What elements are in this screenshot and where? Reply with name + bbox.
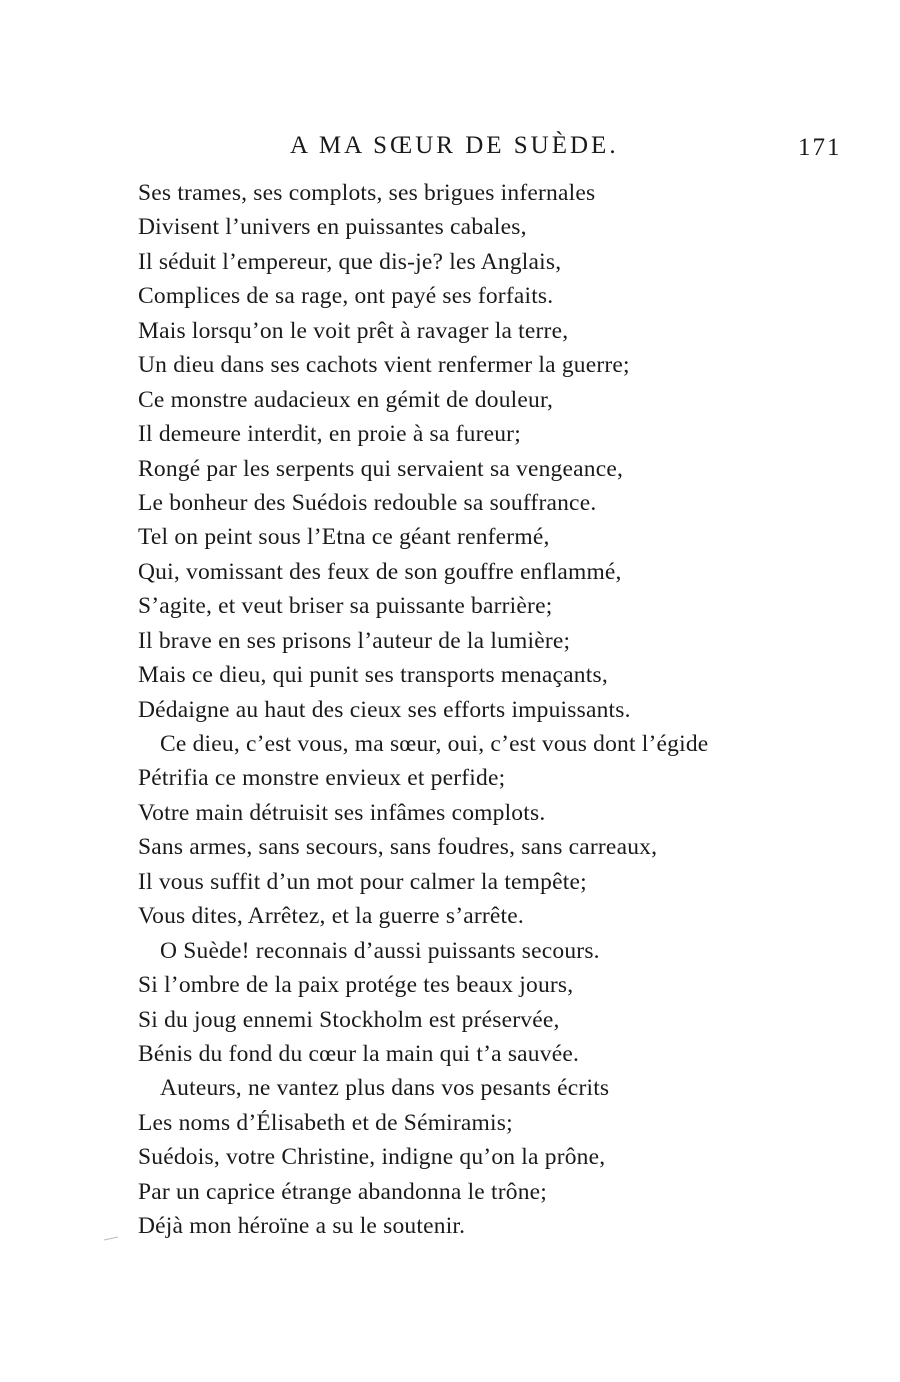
verse-line: Sans armes, sans secours, sans foudres, sans carreaux, xyxy=(138,834,658,861)
verse-line: O Suède! reconnais d’aussi puissants secours. xyxy=(160,937,600,964)
running-title: A MA SŒUR DE SUÈDE. xyxy=(290,132,619,159)
verse-line: Si l’ombre de la paix protége tes beaux jours, xyxy=(138,972,574,999)
verse-line: Si du joug ennemi Stockholm est préservée, xyxy=(138,1006,560,1033)
verse-line: Déjà mon héroïne a su le soutenir. xyxy=(138,1213,466,1240)
verse-line: Mais ce dieu, qui punit ses transports menaçants, xyxy=(138,662,608,689)
verse-line: Les noms d’Élisabeth et de Sémiramis; xyxy=(138,1109,513,1136)
page-number: 171 xyxy=(798,134,842,161)
margin-mark xyxy=(104,1237,118,1241)
verse-line: Divisent l’univers en puissantes cabales, xyxy=(138,214,527,241)
verse-line: Qui, vomissant des feux de son gouffre enflammé, xyxy=(138,558,622,585)
poem-text xyxy=(138,176,858,1244)
verse-line: Un dieu dans ses cachots vient renfermer la guerre; xyxy=(138,352,630,379)
verse-line: S’agite, et veut briser sa puissante barrière; xyxy=(138,593,553,620)
verse-line: Ce dieu, c’est vous, ma sœur, oui, c’est vous dont l’égide xyxy=(160,731,709,757)
verse-line: Vous dites, Arrêtez, et la guerre s’arrête. xyxy=(138,903,524,930)
verse-line: Ses trames, ses complots, ses brigues infernales xyxy=(138,180,596,206)
verse-line: Ce monstre audacieux en gémit de douleur, xyxy=(138,386,554,413)
verse-line: Il séduit l’empereur, que dis-je? les Anglais, xyxy=(138,248,562,275)
verse-line: Il vous suffit d’un mot pour calmer la tempête; xyxy=(138,868,587,895)
verse-line: Tel on peint sous l’Etna ce géant renfermé, xyxy=(138,524,550,551)
verse-line: Il demeure interdit, en proie à sa fureur; xyxy=(138,421,521,448)
verse-line: Rongé par les serpents qui servaient sa vengeance, xyxy=(138,455,624,482)
verse-line: Il brave en ses prisons l’auteur de la lumière; xyxy=(138,627,571,654)
verse-line: Dédaigne au haut des cieux ses efforts impuissants. xyxy=(138,696,631,723)
verse-line: Par un caprice étrange abandonna le trône; xyxy=(138,1178,548,1205)
verse-line: Le bonheur des Suédois redouble sa souffrance. xyxy=(138,489,597,516)
verse-line: Auteurs, ne vantez plus dans vos pesants écrits xyxy=(160,1075,610,1102)
verse-line: Complices de sa rage, ont payé ses forfaits. xyxy=(138,283,554,310)
verse-line: Pétrifia ce monstre envieux et perfide; xyxy=(138,765,506,792)
verse-line: Mais lorsqu’on le voit prêt à ravager la terre, xyxy=(138,317,569,344)
verse-line: Bénis du fond du cœur la main qui t’a sauvée. xyxy=(138,1040,580,1067)
verse-line: Suédois, votre Christine, indigne qu’on la prône, xyxy=(138,1144,606,1171)
verse-line: Votre main détruisit ses infâmes complots. xyxy=(138,799,546,826)
